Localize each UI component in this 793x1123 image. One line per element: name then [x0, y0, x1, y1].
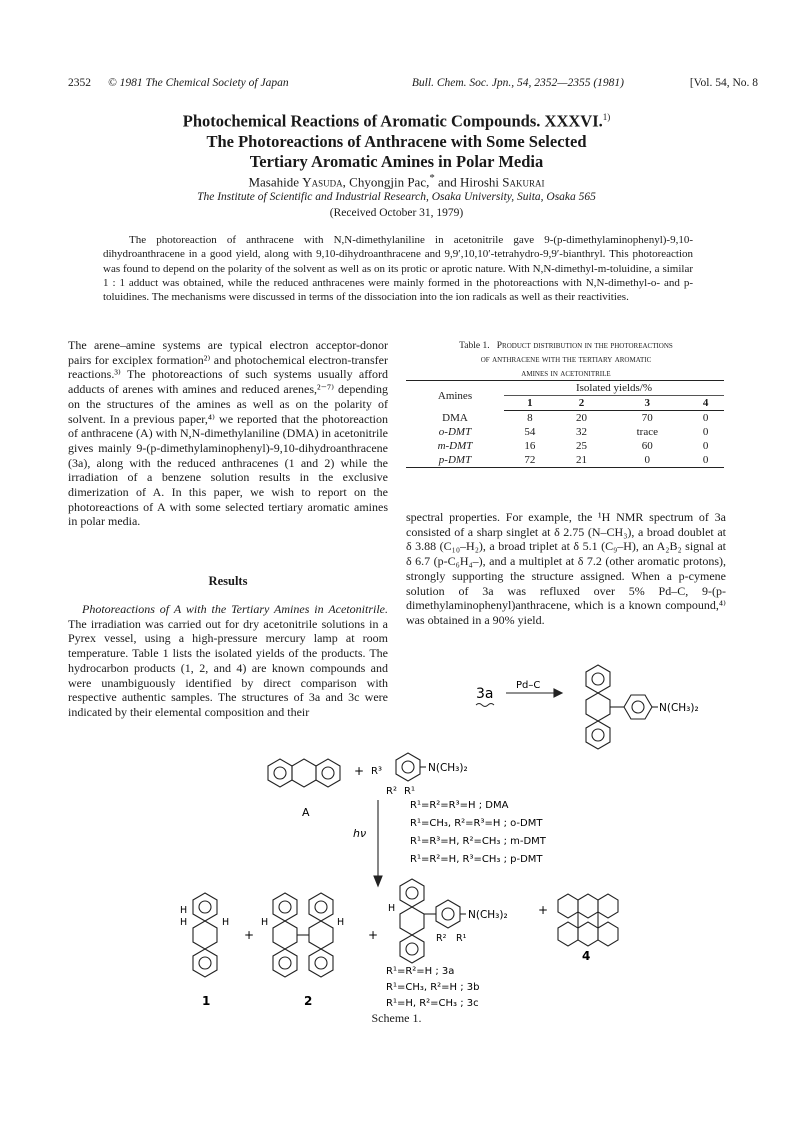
label-A: A [302, 806, 310, 819]
product-group-label: N(CH₃)₂ [659, 702, 699, 714]
product-3a-def: R¹=R²=H ; 3a [386, 966, 455, 977]
product-3b-def: R¹=CH₃, R²=H ; 3b [386, 982, 480, 993]
h-label: H [180, 917, 188, 928]
product-3c-def: R¹=H, R²=CH₃ ; 3c [386, 998, 479, 1009]
col-header: 2 [556, 396, 608, 411]
scheme-structure-drawing [150, 748, 650, 1013]
table-row [406, 439, 724, 453]
col-header: 1 [504, 396, 556, 411]
author-1-family: Yasuda [302, 174, 343, 190]
r2-label: R² [386, 786, 397, 797]
equation-structure-drawing [406, 655, 726, 750]
table-cell: 60 [641, 440, 653, 452]
running-header [68, 77, 758, 89]
amine-def-4: R¹=R²=H, R³=CH₃ ; p-DMT [410, 854, 543, 865]
received-date: (Received October 31, 1979) [329, 207, 464, 219]
amine-def-1: R¹=R²=R³=H ; DMA [410, 800, 509, 811]
title-line-3: Tertiary Aromatic Amines in Polar Media [249, 151, 544, 171]
col-group-header: Isolated yields/% [504, 381, 724, 396]
table-cell: DMA [442, 411, 468, 424]
h-label: H [261, 917, 269, 928]
title-footnote-mark: 1) [602, 112, 611, 122]
results-heading: Results [208, 574, 248, 588]
author-list [0, 172, 793, 190]
table-cell: 20 [576, 412, 587, 424]
table-cell: 54 [524, 426, 536, 438]
r2-label: R² [436, 933, 447, 944]
results-paragraph [68, 602, 388, 720]
author-1-given: Masahide [248, 174, 303, 190]
volume-issue: [Vol. 54, No. 8 [689, 77, 758, 89]
title-line-2: The Photoreactions of Anthracene with Some Selected [206, 131, 587, 151]
results-text: The irradiation was carried out for dry acetonitrile solutions in a Pyrex vessel, using a high-pressure mercury lamp at room temperature. Table 1 lists the isolated yields of the products. The hydrocarbon products (1, 2, and 4) are known compounds and were unambiguously identified by direct comparison with respective authentic samples. The structures of 3a and 3c were indicated by their elemental composition and their [68, 616, 388, 719]
spectral-paragraph: spectral properties. For example, the ¹H NMR spectrum of 3a consisted of a sharp singlet at δ 2.75 (N–CH₃), a broad doublet at δ 3.88 (C₁₀–H₂), a broad triplet at δ 5.1 (C₉–H), an A₂B₂ signal at δ 6.7 (p-C₆H₄–), and a multiplet at δ 7.2 (other aromatic protons), strongly supporting the structure assigned. When a p-cymene solution of 3a was refluxed over 5% Pd–C, 9-(p-dimethylaminophenyl)anthracene, which is a known compound,⁴⁾ was obtained in a 90% yield. [406, 510, 726, 627]
product-4-label: 4 [582, 949, 591, 963]
plus-sign: + [354, 764, 365, 778]
author-3-given: Hiroshi [460, 174, 503, 190]
caption-line-3: amines in acetonitrile [521, 369, 611, 379]
table-cell: 16 [524, 440, 536, 452]
r3-label: R³ [371, 766, 382, 777]
table-cell: 0 [687, 453, 724, 468]
amine-group-label: N(CH₃)₂ [428, 762, 468, 774]
product-3-group: N(CH₃)₂ [468, 909, 508, 921]
h-label: H [222, 917, 230, 928]
dehydrogenation-equation [406, 655, 726, 750]
scheme-1 [150, 748, 650, 1013]
article-title [0, 107, 793, 172]
plus-sign: + [538, 903, 549, 917]
product-2-label: 2 [304, 994, 313, 1008]
table-cell: m-DMT [437, 440, 473, 452]
product-1-label: 1 [202, 994, 211, 1008]
h-label: H [180, 905, 188, 916]
table-cell: 0 [702, 412, 709, 424]
scheme-caption: Scheme 1. [371, 1011, 422, 1025]
results-subheading: Photoreactions of A with the Tertiary Amines in Acetonitrile. [82, 602, 388, 616]
col-header: 3 [607, 396, 687, 411]
table-cell: trace [636, 426, 658, 438]
hv-label: hν [353, 827, 367, 840]
amine-def-3: R¹=R³=H, R²=CH₃ ; m-DMT [410, 836, 546, 847]
amine-def-2: R¹=CH₃, R²=R³=H ; o-DMT [410, 818, 543, 829]
table-1 [406, 380, 724, 468]
table-cell: 8 [527, 412, 533, 424]
plus-sign: + [368, 928, 379, 942]
caption-line-2: of anthracene with the tertiary aromatic [480, 355, 652, 365]
table-cell: 21 [556, 453, 608, 468]
author-3-family: Sakurai [502, 174, 545, 190]
table-cell: 0 [607, 453, 687, 468]
r1-label: R¹ [404, 786, 415, 797]
col-header: 4 [687, 396, 724, 411]
copyright-line: © 1981 The Chemical Society of Japan [108, 77, 289, 89]
h-label: H [337, 917, 345, 928]
author-separator: , [342, 174, 350, 190]
table-row [406, 453, 724, 468]
table-cell: 0 [702, 440, 709, 452]
table-header-row [406, 381, 724, 396]
reagent-label: Pd–C [516, 680, 541, 691]
table-label: Table 1. [459, 341, 490, 351]
table-cell: o-DMT [438, 426, 472, 438]
table-cell: 25 [576, 440, 587, 452]
page-number: 2352 [68, 77, 91, 89]
author-separator: and [434, 174, 461, 190]
title-line-1: Photochemical Reactions of Aromatic Compounds. XXXVI. [182, 111, 603, 131]
intro-paragraph: The arene–amine systems are typical electron acceptor-donor pairs for exciplex formation²⁾ and photochemical electron-transfer reactions.³⁾ The photoreactions of such systems usually afford adducts of arenes with amines and reduced arenes,²⁻⁷⁾ depending on the structures of the amines as well as on the polarity of solvent. In a previous paper,⁴⁾ we reported that the photoreaction of anthracene (A) with N,N-dimethylaniline (DMA) in acetonitrile gives mainly 9-(p-dimethylaminophenyl)-9,10-dihydroanthracene (3a), along with the reduced anthracenes (1 and 2) while the irradiation of a benzene solution results in the exclusive dimerization of A. In this paper, we wish to report on the photoreactions of A with some selected tertiary aromatic amines in polar media. [68, 338, 388, 529]
institution: The Institute of Scientific and Industrial Research, Osaka University, Suita, Osaka 565 [197, 191, 596, 203]
h-label: H [388, 903, 396, 914]
corresponding-mark: * [429, 172, 435, 184]
col-header-amines: Amines [406, 381, 504, 411]
table-cell: 32 [576, 426, 587, 438]
table-cell: 0 [702, 426, 709, 438]
reactant-label: 3a [476, 686, 494, 702]
table-cell: p-DMT [406, 453, 504, 468]
caption-line-1: Product distribution in the photoreactions [496, 341, 673, 351]
r1-label: R¹ [456, 933, 467, 944]
journal-citation: Bull. Chem. Soc. Jpn., 54, 2352—2355 (1981) [411, 77, 624, 89]
plus-sign: + [244, 928, 255, 942]
author-2: Chyongjin Pac, [349, 174, 430, 190]
table-1-caption [406, 339, 726, 381]
table-row [406, 425, 724, 439]
table-cell: 72 [504, 453, 556, 468]
abstract: The photoreaction of anthracene with N,N-dimethylaniline in acetonitrile gave 9-(p-dimethylaminophenyl)-9,10-dihydroanthracene in a good yield, along with 9,10-dihydroanthracene and 9,9′,10,10′-tetrahydro-9,9′-bianthryl. This photoreaction was found to depend on the polarity of the solvent as well as on its protic or aprotic nature. With N,N-dimethyl-m-toluidine, a similar 1 : 1 adduct was obtained, while the reduced anthracenes were mainly formed in the photoreactions with N,N-dimethyl-o- and p-toluidines. The mechanisms were discussed in terms of the dissociation into the ion radicals as well as their reactivities. [103, 234, 693, 304]
table-row [406, 411, 724, 426]
table-cell: 70 [641, 412, 653, 424]
